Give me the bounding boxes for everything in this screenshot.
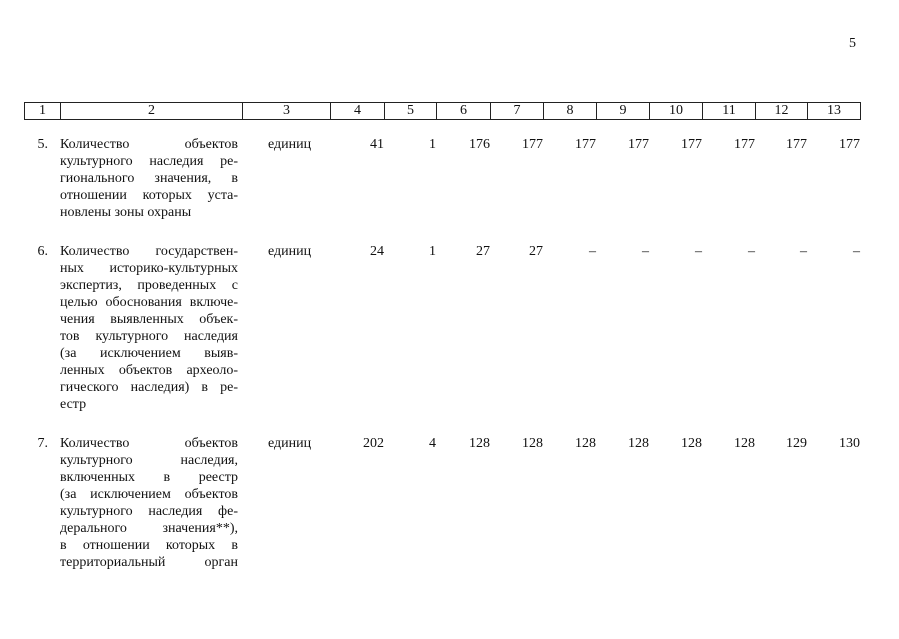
indicator-line: Количество объектов	[60, 137, 238, 152]
value-cell: 177	[681, 137, 702, 152]
header-cell: 7	[491, 103, 544, 120]
header-row	[25, 103, 861, 120]
indicator-line: территориальный орган	[60, 555, 238, 570]
header-cell: 6	[437, 103, 491, 120]
value-cell: 202	[363, 436, 384, 451]
header-cell: 9	[597, 103, 650, 120]
value-cell: 128	[734, 436, 755, 451]
value-cell: 4	[429, 436, 436, 451]
value-cell: 177	[522, 137, 543, 152]
indicator-line: гического наследия) в ре-	[60, 380, 238, 395]
indicator-line: дерального значения**),	[60, 521, 238, 536]
value-cell: 128	[469, 436, 490, 451]
value-cell: 177	[575, 137, 596, 152]
header-cell: 12	[756, 103, 808, 120]
indicator-line: естр	[60, 397, 87, 412]
value-cell: 177	[628, 137, 649, 152]
header-cell: 1	[25, 103, 61, 120]
table-row	[24, 243, 864, 435]
indicator-line: в отношении которых в	[60, 538, 238, 553]
column-number-header	[24, 102, 861, 120]
indicator-line: (за исключением выяв-	[60, 346, 238, 361]
value-cell: 1	[429, 137, 436, 152]
value-cell: –	[800, 244, 807, 259]
indicator-line: экспертиз, проведенных с	[60, 278, 238, 293]
row-number: 5.	[37, 137, 48, 152]
indicator-line: Количество объектов	[60, 436, 238, 451]
indicator-line: культурного наследия,	[60, 453, 238, 468]
value-cell: 130	[839, 436, 860, 451]
indicator-line: тов культурного наследия	[60, 329, 238, 344]
indicator-name	[54, 435, 248, 593]
value-cell: 128	[628, 436, 649, 451]
row-number: 6.	[37, 244, 48, 259]
value-cell: 129	[786, 436, 807, 451]
header-cell: 8	[544, 103, 597, 120]
value-cell: –	[853, 244, 860, 259]
header-cell: 2	[61, 103, 243, 120]
table-row	[24, 136, 864, 243]
value-cell: 128	[681, 436, 702, 451]
value-cell: 1	[429, 244, 436, 259]
indicator-table	[24, 136, 864, 593]
header-cell: 4	[331, 103, 385, 120]
indicator-line: ленных объектов археоло-	[60, 363, 238, 378]
unit: единиц	[268, 244, 312, 259]
value-cell: 41	[370, 137, 384, 152]
row-number: 7.	[37, 436, 48, 451]
indicator-line: чения выявленных объек-	[60, 312, 238, 327]
header-cell: 11	[703, 103, 756, 120]
indicator-line: новлены зоны охраны	[60, 205, 192, 220]
value-cell: –	[695, 244, 702, 259]
value-cell: 177	[734, 137, 755, 152]
table-row	[24, 435, 864, 593]
indicator-name	[54, 243, 248, 435]
indicator-line: целью обоснования включе-	[60, 295, 238, 310]
header-cell: 5	[385, 103, 437, 120]
indicator-line: ных историко-культурных	[60, 261, 238, 276]
indicator-name	[54, 136, 248, 243]
value-cell: 128	[522, 436, 543, 451]
value-cell: –	[748, 244, 755, 259]
value-cell: –	[642, 244, 649, 259]
value-cell: 176	[469, 137, 490, 152]
indicator-line: включенных в реестр	[60, 470, 238, 485]
value-cell: 24	[370, 244, 384, 259]
unit: единиц	[268, 436, 312, 451]
indicator-line: (за исключением объектов	[60, 487, 238, 502]
header-cell: 3	[243, 103, 331, 120]
indicator-line: Количество государствен-	[60, 244, 238, 259]
indicator-line: гионального значения, в	[60, 171, 238, 186]
indicator-line: культурного наследия ре-	[60, 154, 238, 169]
value-cell: 27	[529, 244, 543, 259]
value-cell: 27	[476, 244, 490, 259]
unit: единиц	[268, 137, 312, 152]
page-number: 5	[849, 36, 856, 51]
value-cell: 177	[839, 137, 860, 152]
value-cell: 177	[786, 137, 807, 152]
header-cell: 13	[808, 103, 861, 120]
indicator-line: культурного наследия фе-	[60, 504, 238, 519]
indicator-line: отношении которых уста-	[60, 188, 238, 203]
value-cell: –	[589, 244, 596, 259]
value-cell: 128	[575, 436, 596, 451]
header-cell: 10	[650, 103, 703, 120]
